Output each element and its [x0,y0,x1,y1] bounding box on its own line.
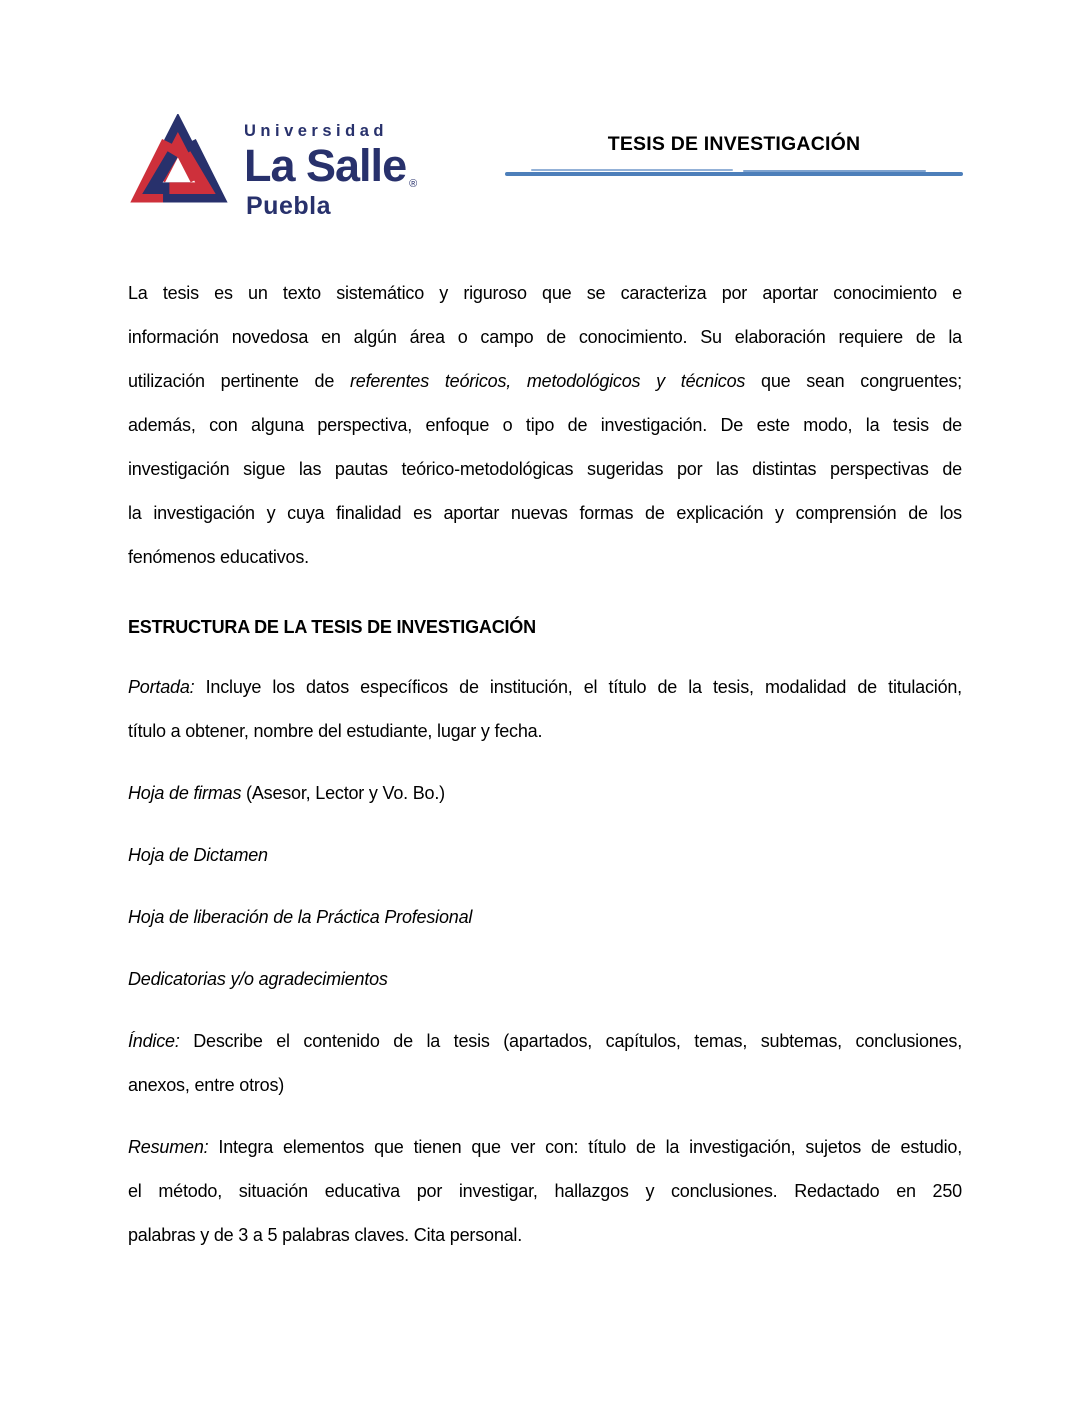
text-line [128,957,962,1001]
text-line [128,665,962,709]
line-text: Incluye los datos específicos de institución, el título de la tesis, modalidad de titulación, [194,677,962,697]
line-text: que sean congruentes; [745,371,962,391]
term-label: Portada: [128,677,195,697]
registered-mark-icon: ® [409,178,418,190]
hoja-dictamen-item [128,833,962,877]
text-line [128,895,962,939]
term-label: Índice: [128,1031,180,1051]
text-line [128,709,962,753]
text-line [128,491,962,535]
line-text: fenómenos educativos. [128,547,309,567]
term-label: Hoja de liberación de la Práctica Profesional [128,907,473,927]
italic-phrase: referentes teóricos, metodológicos y técnicos [349,371,746,391]
text-line [128,1125,962,1169]
text-line [128,1019,962,1063]
text-line [128,833,962,877]
line-text: utilización pertinente de [128,371,350,391]
dedicatorias-item [128,957,962,1001]
line-text: investigación sigue las pautas teórico-metodológicas sugeridas por las distintas perspectivas de [128,459,962,479]
line-text: palabras y de 3 a 5 palabras claves. Cita personal. [128,1225,523,1245]
line-text: anexos, entre otros) [128,1075,285,1095]
line-text: además, con alguna perspectiva, enfoque o tipo de investigación. De este modo, la tesis de [128,415,962,435]
text-line [128,447,962,491]
logo-lasalle-label [244,142,417,189]
line-text: La tesis es un texto sistemático y riguroso que se caracteriza por aportar conocimiento e [128,283,962,303]
hoja-firmas-item [128,771,962,815]
document-body [128,271,962,1275]
lasalle-logo-text [244,114,417,221]
text-line [128,1063,962,1107]
line-text: la investigación y cuya finalidad es aportar nuevas formas de explicación y comprensión de los [128,503,962,523]
term-label: Hoja de Dictamen [128,845,268,865]
line-text: el método, situación educativa por investigar, hallazgos y conclusiones. Redactado en 250 [128,1181,962,1201]
page-title: TESIS DE INVESTIGACIÓN [607,133,861,155]
lasalle-logo [126,114,417,221]
text-line [128,271,962,315]
text-line [128,535,962,579]
logo-universidad-label: Universidad [244,122,388,140]
logo-puebla-label: Puebla [246,192,331,221]
lasalle-emblem-icon [126,114,234,220]
term-label: Dedicatorias y/o agradecimientos [128,969,388,989]
line-text: Describe el contenido de la tesis (apartados, capítulos, temas, subtemas, conclusiones, [179,1031,962,1051]
term-label: Resumen: [128,1137,209,1157]
indice-paragraph [128,1019,962,1107]
term-label: Hoja de firmas [128,783,242,803]
resumen-paragraph [128,1125,962,1257]
line-text: (Asesor, Lector y Vo. Bo.) [241,783,445,803]
line-text: información novedosa en algún área o campo de conocimiento. Su elaboración requiere de la [128,327,962,347]
text-line [128,1213,962,1257]
text-line [128,1169,962,1213]
logo-lasalle-text: La Salle [244,140,407,191]
intro-paragraph [128,271,962,579]
line-text: título a obtener, nombre del estudiante, lugar y fecha. [128,721,543,741]
line-text: Integra elementos que tienen que ver con: título de la investigación, sujetos de estudio, [208,1137,962,1157]
text-line [128,771,962,815]
text-line [128,403,962,447]
structure-heading: ESTRUCTURA DE LA TESIS DE INVESTIGACIÓN [128,617,536,637]
document-header [505,133,963,176]
portada-paragraph [128,665,962,753]
title-underline-rule [505,172,963,176]
text-line [128,359,962,403]
hoja-liberacion-item [128,895,962,939]
text-line [128,315,962,359]
